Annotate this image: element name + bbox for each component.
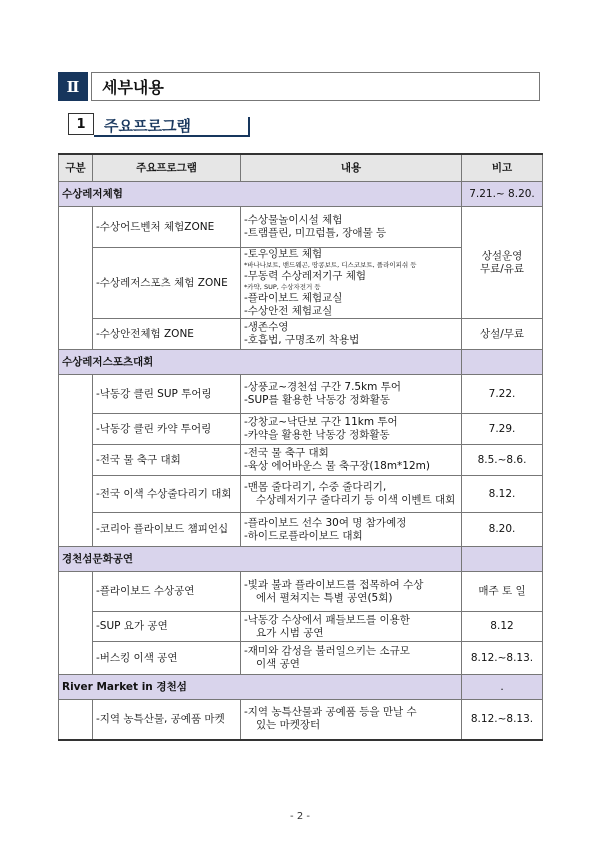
category-spacer bbox=[59, 414, 93, 445]
subsection-heading bbox=[68, 113, 250, 137]
program-note: 7.29. bbox=[462, 414, 543, 445]
category-name: River Market in 경천섬 bbox=[59, 675, 462, 700]
program-name: -코리아 플라이보드 챔피언십 bbox=[93, 513, 241, 547]
program-note: 7.22. bbox=[462, 375, 543, 414]
program-content bbox=[241, 572, 462, 612]
category-spacer bbox=[59, 612, 93, 642]
category-row bbox=[59, 547, 543, 572]
category-spacer bbox=[59, 476, 93, 513]
category-name: 경천섬문화공연 bbox=[59, 547, 462, 572]
subsection-number: 1 bbox=[68, 113, 94, 135]
program-content bbox=[241, 207, 462, 248]
category-spacer bbox=[59, 700, 93, 740]
program-name: -낙동강 클린 SUP 투어링 bbox=[93, 375, 241, 414]
category-spacer bbox=[59, 248, 93, 319]
content-line: -강창교~낙단보 구간 11km 투어 bbox=[244, 416, 398, 428]
program-name: -지역 농특산물, 공예품 마켓 bbox=[93, 700, 241, 740]
program-row bbox=[59, 642, 543, 675]
content-line: -토우잉보트 체험 bbox=[244, 248, 323, 260]
program-name: -수상어드벤처 체험ZONE bbox=[93, 207, 241, 248]
category-name: 수상레저체험 bbox=[59, 182, 462, 207]
category-row bbox=[59, 675, 543, 700]
category-row bbox=[59, 182, 543, 207]
program-name: -전국 물 축구 대회 bbox=[93, 445, 241, 476]
program-content bbox=[241, 319, 462, 350]
content-line: -전국 물 축구 대회 bbox=[244, 447, 329, 459]
program-row bbox=[59, 476, 543, 513]
program-content bbox=[241, 700, 462, 740]
content-line: -재미와 감성을 불러일으키는 소규모 bbox=[244, 645, 410, 657]
category-period bbox=[462, 350, 543, 375]
program-content bbox=[241, 476, 462, 513]
program-name: -전국 이색 수상줄다리기 대회 bbox=[93, 476, 241, 513]
content-line: -트램플린, 미끄럼틀, 장애물 등 bbox=[244, 227, 387, 239]
program-row bbox=[59, 513, 543, 547]
content-line: -카약을 활용한 낙동강 정화활동 bbox=[244, 429, 390, 441]
category-period bbox=[462, 547, 543, 572]
category-row bbox=[59, 350, 543, 375]
program-row bbox=[59, 612, 543, 642]
program-note: 8.12.~8.13. bbox=[462, 642, 543, 675]
program-name: -SUP 요가 공연 bbox=[93, 612, 241, 642]
content-line: -호흡법, 구명조끼 착용법 bbox=[244, 334, 360, 346]
program-note: 8.20. bbox=[462, 513, 543, 547]
category-spacer bbox=[59, 513, 93, 547]
program-row bbox=[59, 700, 543, 740]
program-content bbox=[241, 375, 462, 414]
program-content bbox=[241, 248, 462, 319]
program-note: 8.12.~8.13. bbox=[462, 700, 543, 740]
subsection-underline-end bbox=[248, 117, 250, 137]
note-line: 무료/유료 bbox=[479, 262, 525, 275]
content-line: -육상 에어바운스 물 축구장(18m*12m) bbox=[244, 460, 430, 472]
content-line: -플라이보드 체험교실 bbox=[244, 292, 343, 304]
program-name: -수상레저스포츠 체험 ZONE bbox=[93, 248, 241, 319]
category-spacer bbox=[59, 445, 93, 476]
program-row bbox=[59, 445, 543, 476]
content-line: -무동력 수상레저기구 체험 bbox=[244, 270, 367, 282]
content-line: 요가 시범 공연 bbox=[256, 626, 324, 639]
program-name: -낙동강 클린 카약 투어링 bbox=[93, 414, 241, 445]
program-note: 매주 토 일 bbox=[462, 572, 543, 612]
section-numeral: Ⅱ bbox=[58, 72, 88, 101]
category-spacer bbox=[59, 572, 93, 612]
program-content bbox=[241, 414, 462, 445]
content-line: -맨몸 줄다리기, 수중 줄다리기, bbox=[244, 481, 387, 493]
program-content bbox=[241, 642, 462, 675]
content-line: -플라이보드 선수 30여 명 참가예정 bbox=[244, 516, 407, 529]
section-title: 세부내용 bbox=[91, 72, 540, 101]
content-line: -하이드로플라이보드 대회 bbox=[244, 529, 363, 542]
program-name: -플라이보드 수상공연 bbox=[93, 572, 241, 612]
content-line: 수상레저기구 줄다리기 등 이색 이벤트 대회 bbox=[256, 494, 456, 506]
program-row bbox=[59, 319, 543, 350]
category-period: . bbox=[462, 675, 543, 700]
program-row bbox=[59, 375, 543, 414]
header-note: 비고 bbox=[462, 154, 543, 182]
content-line: -SUP를 활용한 낙동강 정화활동 bbox=[244, 394, 391, 406]
page-number: - 2 - bbox=[290, 811, 310, 822]
program-content bbox=[241, 445, 462, 476]
content-line: -빛과 불과 플라이보드를 접목하여 수상 bbox=[244, 578, 424, 591]
note-line: 상설운영 bbox=[481, 249, 523, 262]
program-name: -버스킹 이색 공연 bbox=[93, 642, 241, 675]
category-period: 7.21.~ 8.20. bbox=[462, 182, 543, 207]
subsection-title: 주요프로그램 bbox=[104, 117, 191, 135]
program-content bbox=[241, 612, 462, 642]
subsection-underline bbox=[94, 135, 250, 137]
category-spacer bbox=[59, 207, 93, 248]
program-row bbox=[59, 414, 543, 445]
content-line: 에서 펼쳐지는 특별 공연(5회) bbox=[256, 591, 393, 604]
table-header-row bbox=[59, 154, 543, 182]
content-line: -수상물놀이시설 체험 bbox=[244, 214, 343, 226]
program-content bbox=[241, 513, 462, 547]
content-line: -낙동강 수상에서 패들보드를 이용한 bbox=[244, 613, 410, 626]
content-line: -상풍교~경천섬 구간 7.5km 투어 bbox=[244, 381, 402, 393]
content-line: -지역 농특산물과 공예품 등을 만날 수 bbox=[244, 706, 417, 719]
content-line: 있는 마켓장터 bbox=[256, 719, 321, 732]
header-content: 내용 bbox=[241, 154, 462, 182]
content-line: *카약, SUP, 수상자전거 등 bbox=[244, 283, 321, 291]
content-line: 이색 공연 bbox=[256, 658, 300, 670]
header-program: 주요프로그램 bbox=[93, 154, 241, 182]
category-spacer bbox=[59, 375, 93, 414]
content-line: -수상안전 체험교실 bbox=[244, 305, 333, 317]
program-note: 8.12 bbox=[462, 612, 543, 642]
program-note: 8.5.~8.6. bbox=[462, 445, 543, 476]
program-note: 상설/무료 bbox=[462, 319, 543, 350]
program-note bbox=[462, 207, 543, 319]
program-table bbox=[58, 153, 543, 741]
category-name: 수상레저스포츠대회 bbox=[59, 350, 462, 375]
program-name: -수상안전체험 ZONE bbox=[93, 319, 241, 350]
category-spacer bbox=[59, 642, 93, 675]
content-line: -생존수영 bbox=[244, 321, 289, 333]
program-row bbox=[59, 572, 543, 612]
content-line: *바나나보트, 밴드웨곤, 땅콩보트, 디스코보트, 플라이피쉬 등 bbox=[244, 261, 417, 269]
program-note: 8.12. bbox=[462, 476, 543, 513]
program-row bbox=[59, 207, 543, 248]
header-category: 구분 bbox=[59, 154, 93, 182]
category-spacer bbox=[59, 319, 93, 350]
section-heading bbox=[58, 72, 540, 101]
